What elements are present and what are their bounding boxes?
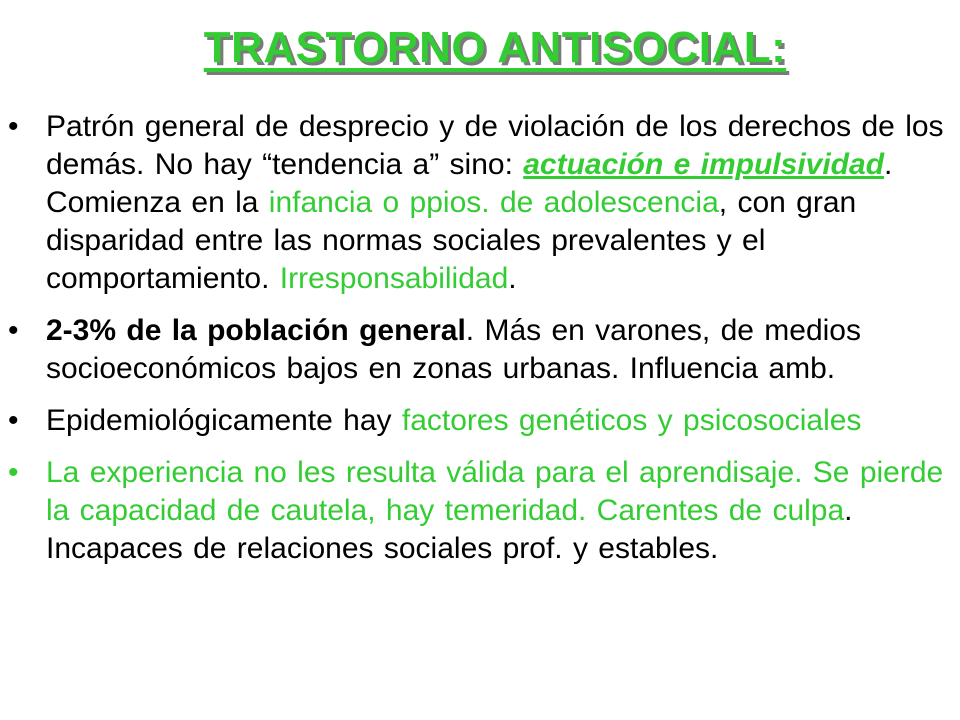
bullet-text: . xyxy=(508,262,517,295)
bullet-text: Epidemiológicamente hay xyxy=(46,404,402,437)
bullet-dot-icon: • xyxy=(8,110,19,143)
bullet-dot-icon: • xyxy=(8,456,19,489)
prevalence-bold: 2-3% de la población general xyxy=(46,314,466,347)
bullet-dot-icon: • xyxy=(8,314,19,347)
bullet-text: . Comienza en la xyxy=(46,148,893,219)
highlight-onset: infancia o ppios. de adolescencia xyxy=(268,186,719,219)
bullet-text: . Más en varones, de medios socioeconómicos bajos en zonas urbanas. Influencia amb. xyxy=(46,314,861,385)
bullet-text: , con gran disparidad entre las normas sociales prevalentes y el comportamiento. xyxy=(46,186,857,295)
highlight-factors: factores genéticos y psicosociales xyxy=(401,404,862,437)
bullet-text: . Incapaces de relaciones sociales prof. y estables. xyxy=(46,494,853,565)
bullet-item-experience xyxy=(8,454,953,568)
slide-title: TRASTORNO ANTISOCIAL: xyxy=(203,23,787,72)
highlight-impulsivity: actuación e impulsividad xyxy=(523,148,885,181)
bullet-list xyxy=(8,108,953,568)
bullet-text: Patrón general de desprecio y de violación de los derechos de los demás. No hay “tendencia a” sino: xyxy=(46,110,944,181)
bullet-item-definition xyxy=(8,108,953,298)
bullet-dot-icon: • xyxy=(8,404,19,437)
bullet-item-epidemiology xyxy=(8,402,953,440)
bullet-item-prevalence xyxy=(8,312,953,388)
highlight-irresponsibility: Irresponsabilidad xyxy=(279,262,509,295)
highlight-experience: La experiencia no les resulta válida para el aprendisaje. Se pierde la capacidad de cautela, hay temeridad. Carentes de culpa xyxy=(46,456,944,527)
